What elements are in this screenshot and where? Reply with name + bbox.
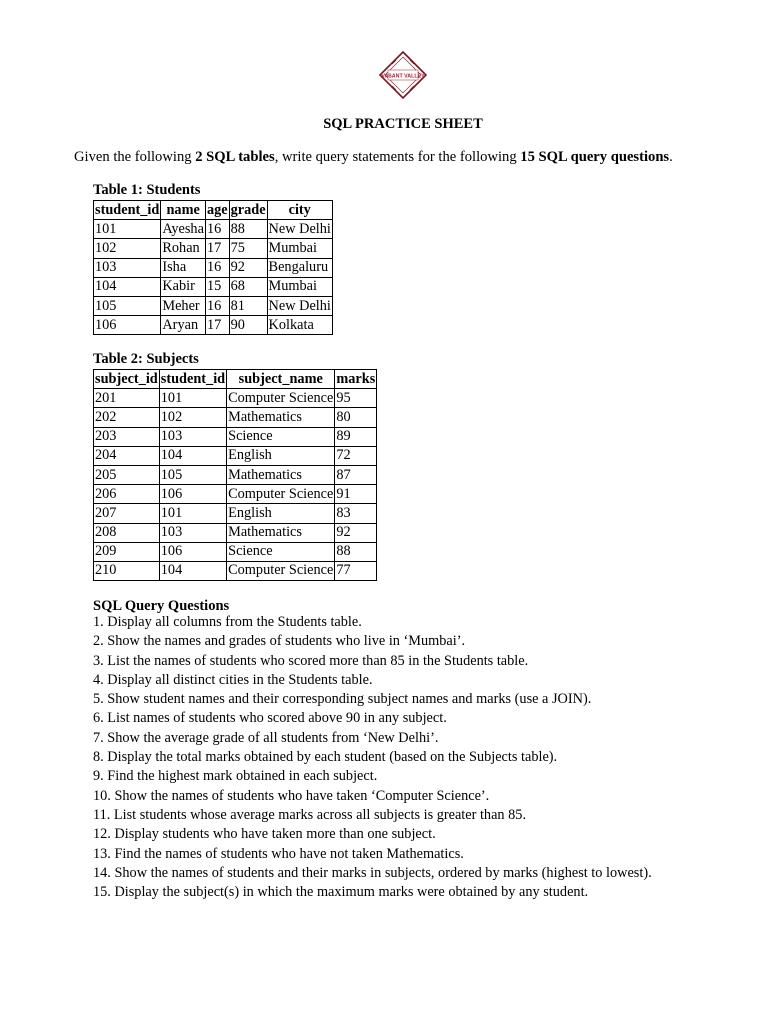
table-cell: 104 — [159, 446, 226, 465]
table-row — [94, 465, 377, 484]
table-cell: 209 — [94, 542, 160, 561]
table-header-row — [94, 201, 333, 220]
table-cell: Computer Science — [227, 561, 335, 580]
students-table — [93, 200, 333, 335]
table-cell: New Delhi — [267, 220, 332, 239]
table-cell: 202 — [94, 408, 160, 427]
table-cell: 88 — [229, 220, 267, 239]
table-cell: Kabir — [161, 277, 206, 296]
table-cell: 87 — [335, 465, 377, 484]
table-cell: 92 — [229, 258, 267, 277]
table-cell: 16 — [205, 220, 229, 239]
table-cell: 83 — [335, 504, 377, 523]
table-cell: 203 — [94, 427, 160, 446]
table-cell: Meher — [161, 296, 206, 315]
question-item: 13. Find the names of students who have not taken Mathematics. — [93, 845, 464, 862]
column-header: age — [205, 201, 229, 220]
table-cell: Kolkata — [267, 316, 332, 335]
table-cell: 75 — [229, 239, 267, 258]
table-cell: Computer Science — [227, 485, 335, 504]
table-cell: 106 — [159, 485, 226, 504]
column-header: name — [161, 201, 206, 220]
table-cell: 103 — [94, 258, 161, 277]
logo-text: VASANT VALLEY — [381, 73, 425, 80]
question-item: 12. Display students who have taken more than one subject. — [93, 826, 436, 843]
question-item: 1. Display all columns from the Students table. — [93, 614, 362, 630]
table-cell: 208 — [94, 523, 160, 542]
table-cell: 204 — [94, 446, 160, 465]
table-cell: 95 — [335, 389, 377, 408]
table-cell: 91 — [335, 485, 377, 504]
table-row — [94, 220, 333, 239]
questions-heading: SQL Query Questions — [93, 598, 230, 614]
table-cell: 17 — [205, 239, 229, 258]
intro-part-3: . — [669, 149, 673, 165]
question-item: 6. List names of students who scored above 90 in any subject. — [93, 710, 447, 727]
table-cell: 17 — [205, 316, 229, 335]
table-cell: 105 — [94, 296, 161, 315]
table-cell: 88 — [335, 542, 377, 561]
column-header: student_id — [94, 201, 161, 220]
table-cell: 68 — [229, 277, 267, 296]
question-item: 14. Show the names of students and their marks in subjects, ordered by marks (highest to lowest). — [93, 864, 652, 881]
question-item: 9. Find the highest mark obtained in each subject. — [93, 768, 378, 785]
table-cell: 92 — [335, 523, 377, 542]
table-cell: 103 — [159, 523, 226, 542]
table-cell: 77 — [335, 561, 377, 580]
question-item: 15. Display the subject(s) in which the maximum marks were obtained by any student. — [93, 884, 589, 901]
subjects-table-caption: Table 2: Subjects — [93, 351, 199, 367]
table-cell: Science — [227, 542, 335, 561]
table-row — [94, 239, 333, 258]
table-cell: 205 — [94, 465, 160, 484]
table-cell: 72 — [335, 446, 377, 465]
intro-part-1: Given the following — [74, 149, 196, 165]
table-cell: 81 — [229, 296, 267, 315]
table-cell: 103 — [159, 427, 226, 446]
table-cell: 102 — [94, 239, 161, 258]
table-cell: 106 — [94, 316, 161, 335]
table-row — [94, 446, 377, 465]
question-item: 8. Display the total marks obtained by each student (based on the Subjects table). — [93, 749, 558, 766]
table-row — [94, 258, 333, 277]
table-cell: 15 — [205, 277, 229, 296]
column-header: grade — [229, 201, 267, 220]
table-cell: Ayesha — [161, 220, 206, 239]
table-row — [94, 485, 377, 504]
table-cell: 16 — [205, 296, 229, 315]
table-cell: 201 — [94, 389, 160, 408]
subjects-table — [93, 369, 377, 581]
table-cell: 90 — [229, 316, 267, 335]
table-row — [94, 504, 377, 523]
table-cell: Isha — [161, 258, 206, 277]
column-header: city — [267, 201, 332, 220]
table-cell: 101 — [159, 504, 226, 523]
table-row — [94, 523, 377, 542]
table-row — [94, 296, 333, 315]
question-item: 7. Show the average grade of all students from ‘New Delhi’. — [93, 729, 439, 746]
table-cell: Science — [227, 427, 335, 446]
table-cell: Mathematics — [227, 523, 335, 542]
table-cell: 102 — [159, 408, 226, 427]
column-header: subject_id — [94, 370, 160, 389]
table-cell: 104 — [159, 561, 226, 580]
table-cell: Mumbai — [267, 277, 332, 296]
intro-bold-2: 15 SQL query questions — [520, 149, 670, 165]
table-row — [94, 389, 377, 408]
table-cell: Computer Science — [227, 389, 335, 408]
table-cell: Mathematics — [227, 465, 335, 484]
table-cell: 207 — [94, 504, 160, 523]
question-item: 3. List the names of students who scored more than 85 in the Students table. — [93, 652, 529, 669]
school-crest-icon — [378, 50, 428, 100]
intro-text — [74, 149, 673, 166]
table-cell: 101 — [94, 220, 161, 239]
table-cell: 210 — [94, 561, 160, 580]
intro-part-2: , write query statements for the following — [274, 149, 521, 165]
table-cell: Bengaluru — [267, 258, 332, 277]
intro-bold-1: 2 SQL tables — [195, 149, 275, 165]
table-cell: Aryan — [161, 316, 206, 335]
table-cell: New Delhi — [267, 296, 332, 315]
table-header-row — [94, 370, 377, 389]
table-cell: 105 — [159, 465, 226, 484]
question-item: 10. Show the names of students who have taken ‘Computer Science’. — [93, 787, 490, 804]
students-table-caption: Table 1: Students — [93, 182, 201, 198]
table-row — [94, 427, 377, 446]
table-row — [94, 316, 333, 335]
column-header: marks — [335, 370, 377, 389]
table-cell: 16 — [205, 258, 229, 277]
table-cell: 104 — [94, 277, 161, 296]
table-cell: English — [227, 446, 335, 465]
table-cell: English — [227, 504, 335, 523]
table-row — [94, 408, 377, 427]
table-cell: 80 — [335, 408, 377, 427]
page-title: SQL PRACTICE SHEET — [323, 116, 483, 132]
table-row — [94, 542, 377, 561]
question-item: 5. Show student names and their corresponding subject names and marks (use a JOIN). — [93, 691, 592, 708]
question-item: 2. Show the names and grades of students who live in ‘Mumbai’. — [93, 633, 466, 650]
table-cell: Mathematics — [227, 408, 335, 427]
table-row — [94, 561, 377, 580]
questions-list — [93, 613, 652, 902]
table-cell: 106 — [159, 542, 226, 561]
column-header: student_id — [159, 370, 226, 389]
table-cell: 206 — [94, 485, 160, 504]
table-cell: Rohan — [161, 239, 206, 258]
question-item: 4. Display all distinct cities in the Students table. — [93, 671, 373, 688]
table-cell: 89 — [335, 427, 377, 446]
table-row — [94, 277, 333, 296]
column-header: subject_name — [227, 370, 335, 389]
table-cell: 101 — [159, 389, 226, 408]
question-item: 11. List students whose average marks across all subjects is greater than 85. — [93, 806, 527, 823]
table-cell: Mumbai — [267, 239, 332, 258]
